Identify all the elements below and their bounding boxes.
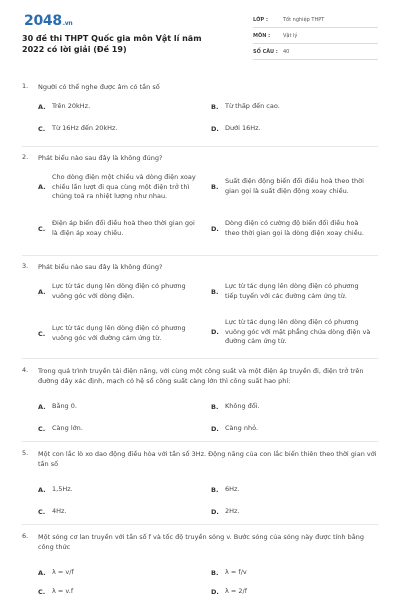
question-text: Một con lắc lò xo dao động điều hòa với tần số 3Hz. Động năng của con lắc biến thiên theo thời gian với tần số <box>38 450 377 468</box>
option-text: λ = 2/f <box>225 587 248 595</box>
option-a[interactable] <box>38 568 74 578</box>
question-text: Phát biểu nào sau đây là không đúng? <box>38 154 163 162</box>
option-text: Bằng 0. <box>52 402 77 410</box>
question-number: 4. <box>22 366 29 374</box>
option-d[interactable] <box>211 507 240 517</box>
option-d[interactable] <box>211 424 258 434</box>
logo-suffix: .vn <box>62 20 73 27</box>
option-a[interactable] <box>38 282 198 301</box>
option-text: Điện áp biến đổi điều hoà theo thời gian gọi là điện áp xoay chiều. <box>52 219 195 237</box>
meta-value: Tốt nghiệp THPT <box>283 17 325 23</box>
option-letter: C. <box>38 329 46 338</box>
option-b[interactable] <box>211 177 371 196</box>
option-text: Lực từ tác dụng lên dòng điện có phương vuông góc với đường cảm ứng từ. <box>52 324 186 342</box>
option-d[interactable] <box>211 587 247 597</box>
option-text: Từ thấp đến cao. <box>225 102 280 110</box>
option-a[interactable] <box>38 102 90 112</box>
question-number: 3. <box>22 262 29 270</box>
question-divider <box>22 146 378 147</box>
option-text: 1,5Hz. <box>52 485 73 493</box>
question-text: Một sóng cơ lan truyền với tần số f và tốc độ truyền sóng v. Bước sóng của sóng này được tính bằng công thức <box>38 533 364 551</box>
option-text: 2Hz. <box>225 507 240 515</box>
option-text: Suất điện động biến đổi điều hoà theo thời gian gọi là suất điện động xoay chiều. <box>225 177 364 195</box>
option-letter: D. <box>211 424 219 433</box>
option-c[interactable] <box>38 424 83 434</box>
option-b[interactable] <box>211 102 280 112</box>
option-letter: D. <box>211 124 219 133</box>
meta-key: SỐ CÂU : <box>253 49 278 55</box>
option-letter: A. <box>38 183 46 192</box>
option-letter: A. <box>38 485 46 494</box>
option-c[interactable] <box>38 587 73 597</box>
option-text: Không đổi. <box>225 402 260 410</box>
meta-row-count <box>253 46 378 60</box>
option-text: Lực từ tác dụng lên dòng điện có phương vuông góc với mặt phẳng chứa dòng điện và đường cảm ứng từ. <box>225 318 371 345</box>
option-text: Trên 20kHz. <box>52 102 91 110</box>
option-letter: B. <box>211 402 219 411</box>
option-b[interactable] <box>211 485 240 495</box>
question-divider <box>22 441 378 442</box>
document-meta <box>253 14 378 62</box>
option-text: λ = f/v <box>225 568 247 576</box>
option-a[interactable] <box>38 485 73 495</box>
option-b[interactable] <box>211 402 260 412</box>
option-letter: B. <box>211 287 219 296</box>
option-text: Lực từ tác dụng lên dòng điện có phương tiếp tuyến với các đường cảm ứng từ. <box>225 282 359 300</box>
option-d[interactable] <box>211 219 371 238</box>
question-text: Trong quá trình truyền tải điện năng, với cùng một công suất và một điện áp truyền đi, điện trở trên đường dây xác định, mạch có hệ số công suất càng lớn thì công suất hao phí: <box>38 367 364 385</box>
option-letter: D. <box>211 328 219 337</box>
meta-key: MÔN : <box>253 33 271 39</box>
meta-value: Vật lý <box>283 33 298 39</box>
option-b[interactable] <box>211 282 371 301</box>
option-letter: A. <box>38 568 46 577</box>
option-c[interactable] <box>38 124 118 134</box>
site-logo[interactable] <box>24 13 72 29</box>
meta-key: LỚP : <box>253 17 268 23</box>
option-text: 4Hz. <box>52 507 67 515</box>
question-divider <box>22 524 378 525</box>
option-text: Dưới 16Hz. <box>225 124 261 132</box>
question-divider <box>22 358 378 359</box>
page-title: 30 đề thi THPT Quốc gia môn Vật lí năm 2022 có lời giải (Đề 19) <box>22 34 202 54</box>
option-text: Cho dòng điện một chiều và dòng điện xoay chiều lần lượt đi qua cùng một điện trở thì chúng toả ra nhiệt lượng như nhau. <box>52 173 196 200</box>
question-number: 1. <box>22 82 29 90</box>
option-letter: C. <box>38 507 46 516</box>
meta-row-subject <box>253 30 378 44</box>
option-letter: B. <box>211 485 219 494</box>
option-letter: D. <box>211 224 219 233</box>
option-letter: B. <box>211 102 219 111</box>
option-text: λ = v/f <box>52 568 74 576</box>
option-text: Từ 16Hz đến 20kHz. <box>52 124 118 132</box>
option-letter: B. <box>211 182 219 191</box>
option-letter: B. <box>211 568 219 577</box>
question-text: Người có thể nghe được âm có tần số <box>38 83 160 91</box>
option-a[interactable] <box>38 402 77 412</box>
option-letter: A. <box>38 102 46 111</box>
option-c[interactable] <box>38 219 198 238</box>
option-letter: D. <box>211 587 219 596</box>
document-header <box>0 0 400 72</box>
question-text: Phát biểu nào sau đây là không đúng? <box>38 263 163 271</box>
option-b[interactable] <box>211 568 247 578</box>
meta-row-class <box>253 14 378 28</box>
option-c[interactable] <box>38 507 67 517</box>
option-c[interactable] <box>38 324 198 343</box>
option-text: Càng nhỏ. <box>225 424 259 432</box>
question-number: 2. <box>22 153 29 161</box>
option-letter: A. <box>38 402 46 411</box>
option-letter: C. <box>38 124 46 133</box>
logo-text: 2048 <box>24 13 62 29</box>
question-divider <box>22 255 378 256</box>
question-number: 5. <box>22 449 29 457</box>
option-letter: C. <box>38 424 46 433</box>
option-text: λ = v.f <box>52 587 74 595</box>
option-text: Dòng điện có cường độ biến đổi điều hoà theo thời gian gọi là dòng điện xoay chiều. <box>225 219 364 237</box>
option-text: 6Hz. <box>225 485 240 493</box>
option-text: Càng lớn. <box>52 424 83 432</box>
option-d[interactable] <box>211 124 261 134</box>
option-letter: C. <box>38 224 46 233</box>
meta-value: 40 <box>283 49 290 55</box>
question-number: 6. <box>22 532 29 540</box>
option-letter: D. <box>211 507 219 516</box>
option-a[interactable] <box>38 173 198 202</box>
option-d[interactable] <box>211 318 371 347</box>
option-letter: A. <box>38 287 46 296</box>
option-text: Lực từ tác dụng lên dòng điện có phương vuông góc với dòng điện. <box>52 282 186 300</box>
option-letter: C. <box>38 587 46 596</box>
